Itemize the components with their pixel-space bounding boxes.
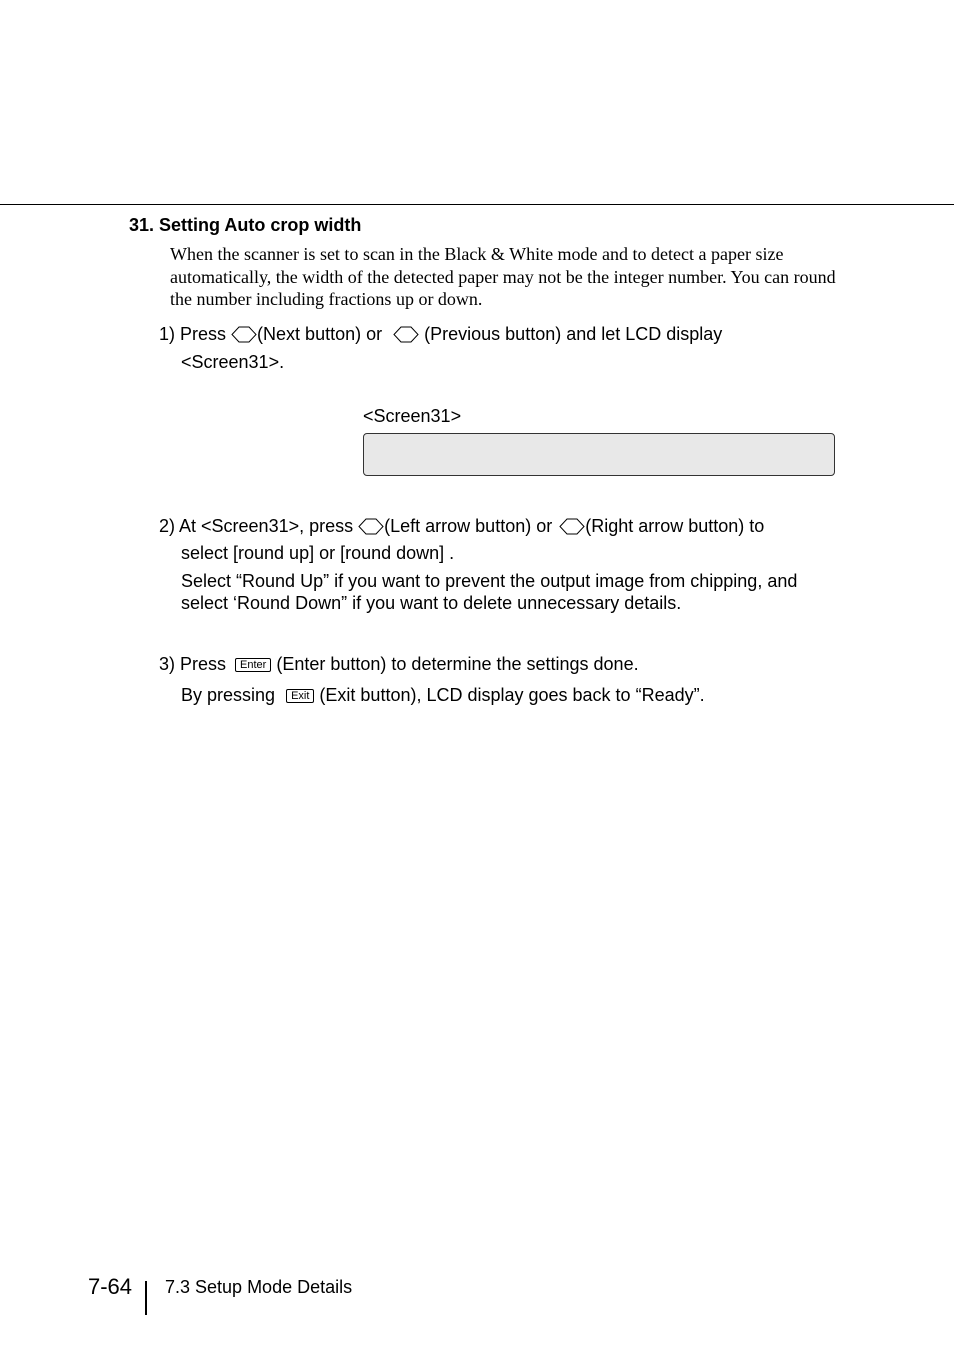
screen-label: <Screen31> bbox=[363, 406, 462, 426]
next-button-icon bbox=[231, 326, 257, 343]
footer-divider bbox=[145, 1281, 147, 1315]
step-2-line-2: select [round up] or [round down] . bbox=[181, 543, 455, 563]
step-2-note-2: select ‘Round Down” if you want to delete unnecessary details. bbox=[181, 593, 682, 613]
step-2-line-1 bbox=[159, 516, 764, 537]
lcd-screen bbox=[363, 433, 835, 476]
right-arrow-button-icon bbox=[559, 518, 585, 535]
previous-button-text: (Previous button) and let LCD display bbox=[424, 324, 723, 344]
step-3-line-2 bbox=[181, 685, 705, 706]
page-number: 7-64 bbox=[88, 1274, 133, 1299]
step-2-note-1: Select “Round Up” if you want to prevent the output image from chipping, and bbox=[181, 571, 798, 591]
step-2-prefix: 2) At <Screen31>, press bbox=[159, 516, 354, 536]
exit-button-text: (Exit button), LCD display goes back to “Ready”. bbox=[319, 685, 705, 705]
next-button-text: (Next button) or bbox=[257, 324, 383, 344]
left-arrow-button-icon bbox=[358, 518, 384, 535]
exit-prefix: By pressing bbox=[181, 685, 276, 705]
step-3-line-1 bbox=[159, 654, 639, 675]
enter-key-icon: Enter bbox=[235, 658, 271, 672]
intro-paragraph: When the scanner is set to scan in the Black & White mode and to detect a paper size automatically, the width of the detected paper may not be the integer number. You can round the number including fractions up or down. bbox=[170, 244, 836, 309]
enter-button-text: (Enter button) to determine the settings done. bbox=[276, 654, 639, 674]
exit-key-icon: Exit bbox=[286, 689, 314, 703]
header-rule bbox=[0, 204, 954, 205]
step-1-prefix: 1) Press bbox=[159, 324, 227, 344]
section-title: 31. Setting Auto crop width bbox=[129, 215, 362, 235]
step-1-line-2: <Screen31>. bbox=[181, 352, 285, 372]
footer-section-title: 7.3 Setup Mode Details bbox=[165, 1277, 353, 1297]
previous-button-icon bbox=[393, 326, 419, 343]
right-arrow-text: (Right arrow button) to bbox=[585, 516, 765, 536]
left-arrow-text: (Left arrow button) or bbox=[384, 516, 553, 536]
step-1-line-1 bbox=[159, 324, 722, 345]
step-3-prefix: 3) Press bbox=[159, 654, 227, 674]
